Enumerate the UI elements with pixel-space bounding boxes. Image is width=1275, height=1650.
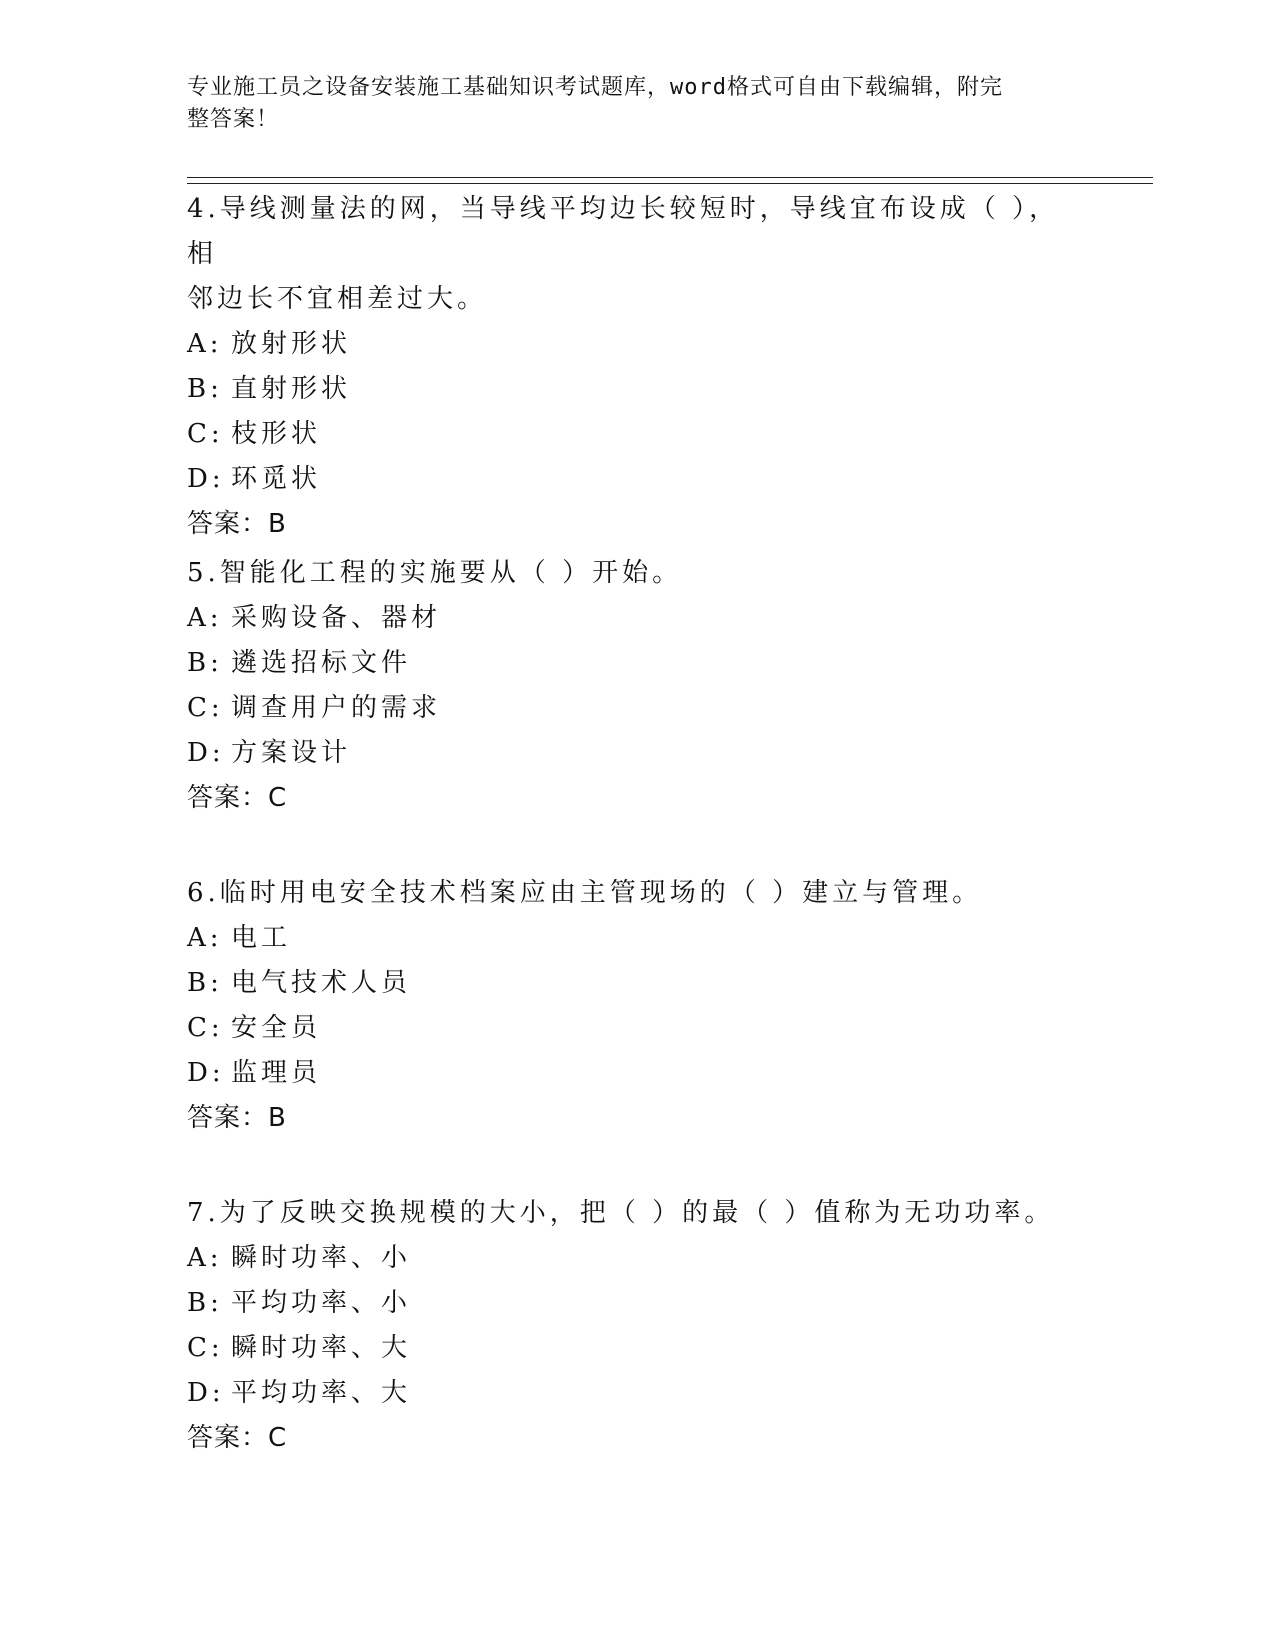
option-key: A:	[187, 603, 223, 633]
option-key: C:	[187, 1013, 224, 1043]
answer-line: 答案：C	[187, 783, 288, 813]
option-text: 监理员	[231, 1058, 322, 1088]
option-text: 调查用户的需求	[231, 693, 442, 723]
option-key: A:	[187, 329, 223, 359]
option-a	[187, 1236, 1087, 1281]
option-text: 采购设备、器材	[231, 603, 442, 633]
option-key: C:	[187, 1333, 224, 1363]
option-text: 平均功率、小	[231, 1288, 412, 1318]
option-key: B:	[187, 1288, 223, 1318]
option-key: D:	[187, 1378, 225, 1408]
question-stem: 4.导线测量法的网，当导线平均边长较短时，导线宜布设成（ ），相	[187, 194, 1060, 269]
option-a	[187, 322, 1087, 367]
option-d	[187, 457, 1087, 502]
option-text: 直射形状	[231, 374, 352, 404]
option-key: A:	[187, 1243, 223, 1273]
option-a	[187, 596, 1087, 641]
option-key: B:	[187, 968, 223, 998]
header-divider-bottom	[187, 183, 1153, 184]
option-key: A:	[187, 923, 223, 953]
question-5	[187, 551, 1087, 821]
option-c	[187, 412, 1087, 457]
option-c	[187, 1326, 1087, 1371]
option-text: 电气技术人员	[231, 968, 412, 998]
answer-line: 答案：B	[187, 1103, 287, 1133]
header-line-1: 专业施工员之设备安装施工基础知识考试题库，word格式可自由下载编辑，附完	[187, 75, 1003, 100]
option-text: 遴选招标文件	[231, 648, 412, 678]
option-text: 放射形状	[231, 329, 352, 359]
option-b	[187, 367, 1087, 412]
option-d	[187, 1371, 1087, 1416]
question-stem-continued: 邻边长不宜相差过大。	[187, 284, 488, 314]
question-stem: 5.智能化工程的实施要从（ ）开始。	[187, 558, 683, 588]
option-a	[187, 916, 1087, 961]
option-key: D:	[187, 464, 225, 494]
question-stem: 6.临时用电安全技术档案应由主管现场的（ ）建立与管理。	[187, 878, 983, 908]
option-text: 平均功率、大	[231, 1378, 412, 1408]
question-4	[187, 187, 1087, 547]
option-c	[187, 686, 1087, 731]
answer-line: 答案：B	[187, 509, 287, 539]
option-c	[187, 1006, 1087, 1051]
option-b	[187, 641, 1087, 686]
question-stem: 7.为了反映交换规模的大小，把（ ）的最（ ）值称为无功功率。	[187, 1198, 1055, 1228]
question-7	[187, 1191, 1087, 1461]
answer-line: 答案：C	[187, 1423, 288, 1453]
option-key: B:	[187, 648, 223, 678]
option-text: 枝形状	[231, 419, 322, 449]
option-text: 电工	[231, 923, 292, 953]
document-header	[187, 72, 1067, 136]
option-text: 环觅状	[231, 464, 322, 494]
option-b	[187, 1281, 1087, 1326]
option-text: 安全员	[231, 1013, 322, 1043]
option-key: B:	[187, 374, 223, 404]
option-key: D:	[187, 738, 225, 768]
option-d	[187, 731, 1087, 776]
option-text: 瞬时功率、大	[231, 1333, 412, 1363]
option-b	[187, 961, 1087, 1006]
header-line-2: 整答案！	[187, 107, 280, 132]
option-key: C:	[187, 693, 224, 723]
option-key: C:	[187, 419, 224, 449]
option-d	[187, 1051, 1087, 1096]
option-text: 瞬时功率、小	[231, 1243, 412, 1273]
option-key: D:	[187, 1058, 225, 1088]
option-text: 方案设计	[231, 738, 352, 768]
header-divider-top	[187, 177, 1153, 178]
question-6	[187, 871, 1087, 1141]
